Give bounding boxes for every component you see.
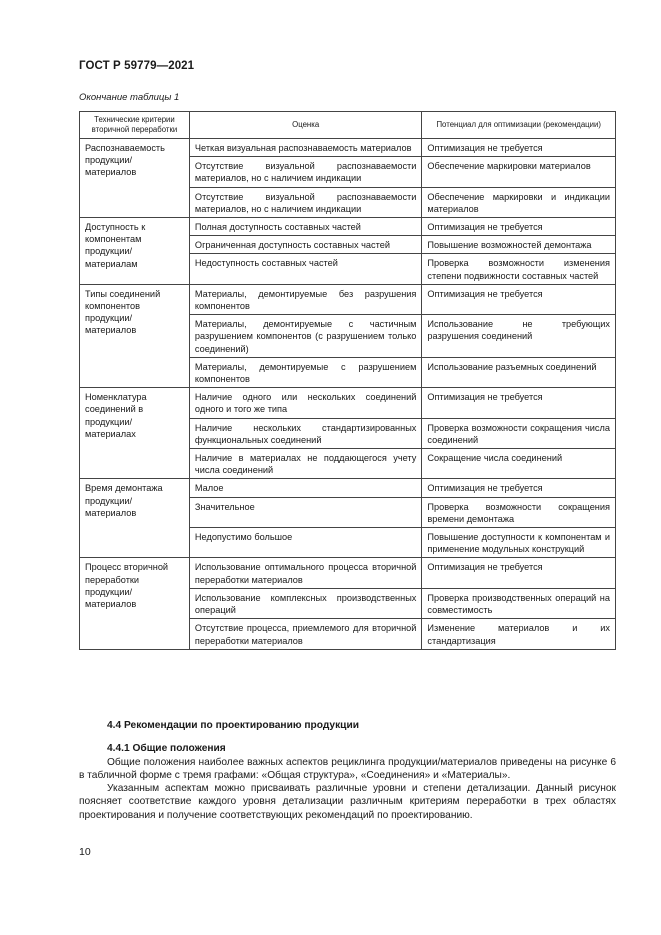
recommendation-cell: Проверка возможности изменения степени подвижности составных частей bbox=[422, 254, 616, 284]
assessment-cell: Ограниченная доступность составных частей bbox=[189, 236, 421, 254]
recommendation-cell: Оптимизация не требуется bbox=[422, 284, 616, 314]
recommendation-cell: Изменение материалов и их стандартизация bbox=[422, 619, 616, 649]
recycling-criteria-table bbox=[79, 111, 616, 650]
body-paragraph: Указанным аспектам можно присваивать различные уровни и степени детализации. Данный рисунок поясняет соответствие каждого уровня детализации различным критериям переработки в трех областях проектирования и получение соответствующих рекомендаций по проектированию. bbox=[79, 783, 616, 821]
assessment-cell: Наличие одного или нескольких соединений одного и того же типа bbox=[189, 388, 421, 418]
criterion-cell: Процесс вторичной переработки продукции/ материалов bbox=[80, 558, 190, 649]
recommendation-cell: Оптимизация не требуется bbox=[422, 218, 616, 236]
assessment-cell: Недопустимо большое bbox=[189, 528, 421, 558]
table-row bbox=[80, 388, 616, 418]
recommendation-cell: Повышение доступности к компонентам и применение модульных конструкций bbox=[422, 528, 616, 558]
assessment-cell: Материалы, демонтируемые с разрушением компонентов bbox=[189, 357, 421, 387]
criterion-cell: Типы соединений компонентов продукции/ материалов bbox=[80, 284, 190, 387]
document-standard-number: ГОСТ Р 59779—2021 bbox=[79, 60, 195, 72]
assessment-cell: Наличие в материалах не поддающегося учету числа соединений bbox=[189, 449, 421, 479]
recommendation-cell: Обеспечение маркировки материалов bbox=[422, 157, 616, 187]
assessment-cell: Материалы, демонтируемые без разрушения компонентов bbox=[189, 284, 421, 314]
table-row bbox=[80, 558, 616, 588]
recommendation-cell: Оптимизация не требуется bbox=[422, 388, 616, 418]
page-number: 10 bbox=[79, 846, 91, 858]
section-heading: 4.4 Рекомендации по проектированию продукции bbox=[107, 720, 359, 731]
recommendation-cell: Проверка производственных операций на совместимость bbox=[422, 588, 616, 618]
header-recommendation: Потенциал для оптимизации (рекомендации) bbox=[422, 112, 616, 139]
criterion-cell: Номенклатура соединений в продукции/ материалах bbox=[80, 388, 190, 479]
table-row bbox=[80, 218, 616, 236]
recommendation-cell: Проверка возможности сокращения времени демонтажа bbox=[422, 497, 616, 527]
body-paragraph: Общие положения наиболее важных аспектов рециклинга продукции/материалов приведены на рисунке 6 в табличной форме с тремя графами: «Общая структура», «Соединения» и «Материалы». bbox=[79, 757, 616, 782]
criterion-cell: Время демонтажа продукции/ материалов bbox=[80, 479, 190, 558]
header-criteria: Технические критерии вторичной переработки bbox=[80, 112, 190, 139]
assessment-cell: Отсутствие визуальной распознаваемости материалов, но с наличием индикации bbox=[189, 187, 421, 217]
recommendation-cell: Оптимизация не требуется bbox=[422, 558, 616, 588]
recommendation-cell: Использование разъемных соединений bbox=[422, 357, 616, 387]
recommendation-cell: Повышение возможностей демонтажа bbox=[422, 236, 616, 254]
table-row bbox=[80, 139, 616, 157]
assessment-cell: Отсутствие процесса, приемлемого для вторичной переработки материалов bbox=[189, 619, 421, 649]
assessment-cell: Наличие нескольких стандартизированных функциональных соединений bbox=[189, 418, 421, 448]
table-row bbox=[80, 479, 616, 497]
table-header-row bbox=[80, 112, 616, 139]
assessment-cell: Материалы, демонтируемые с частичным разрушением компонентов (с разрушением только соединений) bbox=[189, 315, 421, 358]
recommendation-cell: Сокращение числа соединений bbox=[422, 449, 616, 479]
criterion-cell: Доступность к компонентам продукции/ материалам bbox=[80, 218, 190, 285]
assessment-cell: Полная доступность составных частей bbox=[189, 218, 421, 236]
assessment-cell: Отсутствие визуальной распознаваемости материалов, но с наличием индикации bbox=[189, 157, 421, 187]
assessment-cell: Использование оптимального процесса вторичной переработки материалов bbox=[189, 558, 421, 588]
header-assessment: Оценка bbox=[189, 112, 421, 139]
criterion-cell: Распознаваемость продукции/ материалов bbox=[80, 139, 190, 218]
subsection-heading: 4.4.1 Общие положения bbox=[107, 743, 226, 754]
recommendation-cell: Оптимизация не требуется bbox=[422, 139, 616, 157]
assessment-cell: Малое bbox=[189, 479, 421, 497]
recommendation-cell: Проверка возможности сокращения числа соединений bbox=[422, 418, 616, 448]
table-caption: Окончание таблицы 1 bbox=[79, 92, 180, 103]
assessment-cell: Использование комплексных производственных операций bbox=[189, 588, 421, 618]
recommendation-cell: Оптимизация не требуется bbox=[422, 479, 616, 497]
recommendation-cell: Обеспечение маркировки и индикации материалов bbox=[422, 187, 616, 217]
assessment-cell: Недоступность составных частей bbox=[189, 254, 421, 284]
assessment-cell: Четкая визуальная распознаваемость материалов bbox=[189, 139, 421, 157]
table-row bbox=[80, 284, 616, 314]
recommendation-cell: Использование не требующих разрушения соединений bbox=[422, 315, 616, 358]
assessment-cell: Значительное bbox=[189, 497, 421, 527]
